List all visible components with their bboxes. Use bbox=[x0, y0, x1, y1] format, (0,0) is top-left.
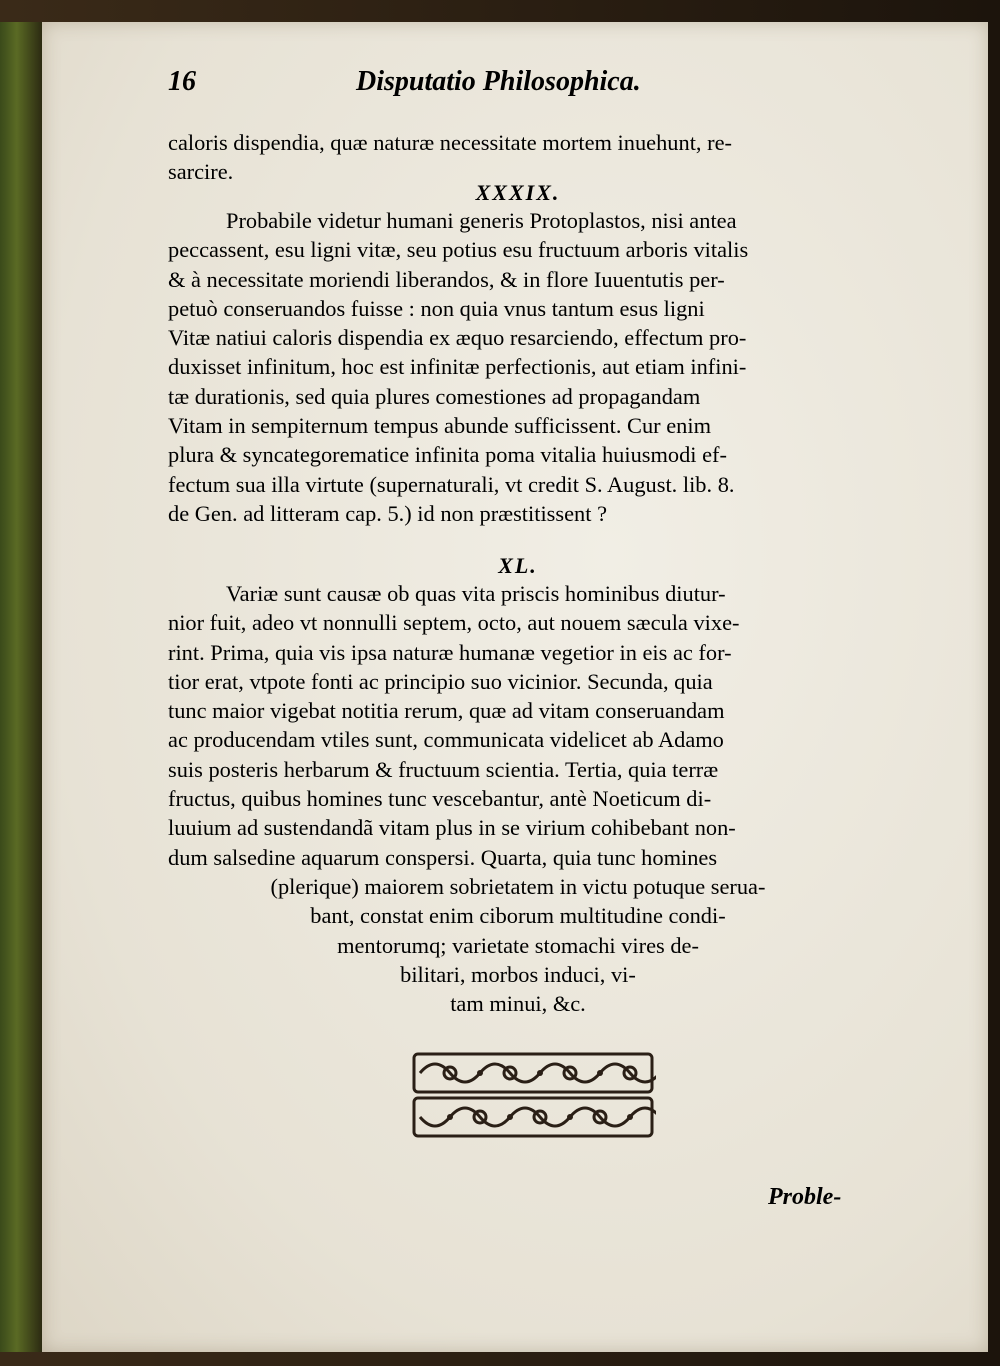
text-line: & à necessitate moriendi liberandos, & in flore Iuuentutis per- bbox=[168, 266, 725, 292]
text-line: nior fuit, adeo vt nonnulli septem, octo, aut nouem sæcula vixe- bbox=[168, 610, 740, 636]
text-line: tæ durationis, sed quia plures comestiones ad propagandam bbox=[168, 383, 701, 409]
running-title: Disputatio Philosophica. bbox=[356, 66, 641, 97]
text-line: de Gen. ad litteram cap. 5.) id non præstitissent ? bbox=[168, 500, 608, 526]
page-number: 16 bbox=[168, 66, 196, 97]
text-line: sarcire. bbox=[168, 159, 234, 185]
text-line: Variæ sunt causæ ob quas vita priscis hominibus diutur- bbox=[226, 581, 726, 606]
section-heading-40: XL. bbox=[498, 553, 538, 578]
binding-gutter bbox=[0, 22, 42, 1352]
text-line: plura & syncategorematice infinita poma vitalia huiusmodi ef- bbox=[168, 442, 727, 468]
text-line: Probabile videtur humani generis Protoplastos, nisi antea bbox=[226, 208, 737, 233]
text-line: Vitæ natiui caloris dispendia ex æquo resarciendo, effectum pro- bbox=[168, 325, 747, 351]
text-line: rint. Prima, quia vis ipsa naturæ humanæ vegetior in eis ac for- bbox=[168, 639, 732, 665]
section-39-paragraph bbox=[168, 206, 868, 528]
section-heading-39: XXXIX. bbox=[475, 180, 561, 205]
running-head bbox=[168, 62, 668, 102]
text-line: tior erat, vtpote fonti ac principio suo vicinior. Secunda, quia bbox=[168, 668, 713, 694]
text-line: mentorumq; varietate stomachi vires de- bbox=[337, 932, 699, 958]
text-line: duxisset infinitum, hoc est infinitæ perfectionis, aut etiam infini- bbox=[168, 354, 747, 380]
text-line: Vitam in sempiternum tempus abunde sufficissent. Cur enim bbox=[168, 413, 711, 439]
text-line: petuò conseruandos fuisse : non quia vnus tantum esus ligni bbox=[168, 295, 705, 321]
continuation-paragraph bbox=[168, 128, 868, 187]
text-line: luuium ad sustendandã vitam plus in se virium cohibebant non- bbox=[168, 815, 736, 841]
text-line: dum salsedine aquarum conspersi. Quarta, quia tunc homines bbox=[168, 844, 718, 870]
text-line: peccassent, esu ligni vitæ, seu potius esu fructuum arboris vitalis bbox=[168, 237, 749, 263]
text-line: suis posteris herbarum & fructuum scientia. Tertia, quia terræ bbox=[168, 756, 719, 782]
text-line: bilitari, morbos induci, vi- bbox=[400, 961, 636, 987]
text-line: fructus, quibus homines tunc vescebantur, antè Noeticum di- bbox=[168, 786, 712, 812]
text-line: ac producendam vtiles sunt, communicata videlicet ab Adamo bbox=[168, 727, 724, 753]
text-line: tam minui, &c. bbox=[450, 991, 586, 1017]
section-40-paragraph bbox=[168, 579, 868, 872]
text-line: bant, constat enim ciborum multitudine condi- bbox=[310, 903, 726, 929]
printer-ornament bbox=[410, 1050, 656, 1140]
text-line: tunc maior vigebat notitia rerum, quæ ad vitam conseruandam bbox=[168, 698, 725, 724]
catchword: Proble- bbox=[768, 1184, 842, 1210]
text-line: (plerique) maiorem sobrietatem in victu potuque serua- bbox=[270, 874, 766, 899]
section-40-tapered-ending bbox=[168, 872, 868, 1018]
text-line: caloris dispendia, quæ naturæ necessitate mortem inuehunt, re- bbox=[168, 130, 732, 155]
text-line: fectum sua illa virtute (supernaturali, vt credit S. August. lib. 8. bbox=[168, 471, 735, 497]
